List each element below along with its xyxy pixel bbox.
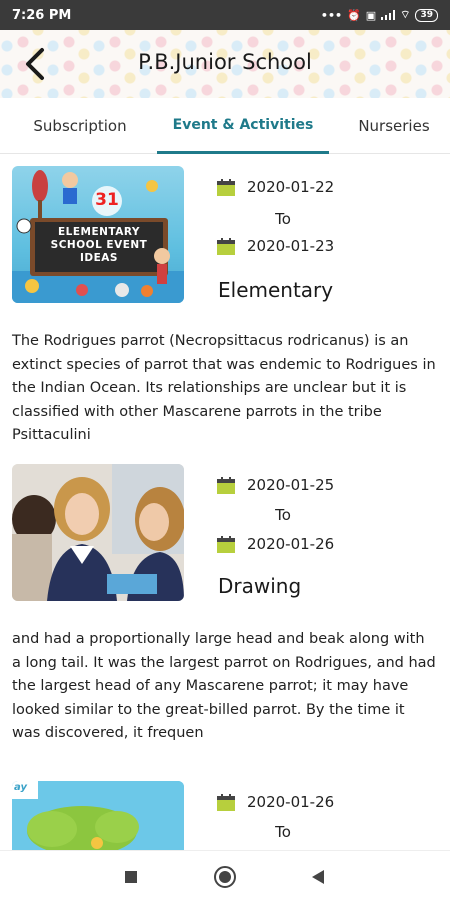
event-card[interactable]: [0, 781, 450, 850]
triangle-back-icon: [311, 869, 325, 885]
event-thumbnail-number: 31: [95, 190, 119, 210]
status-time: 7:26 PM: [12, 7, 72, 23]
event-description: and had a proportionally large head and beak along with a long tail. It was the largest parrot on Rodrigues, and had the largest head of any Mascarene parrot; it may have looked similar to the great-billed parrot. By the time it was discovered, it frequen: [12, 631, 436, 741]
calendar-icon: [217, 179, 235, 196]
event-thumbnail[interactable]: [12, 781, 184, 850]
page-title: P.B.Junior School: [138, 50, 312, 74]
calendar-icon: [217, 536, 235, 553]
circle-icon: [213, 865, 237, 889]
app-header: [0, 30, 450, 98]
square-icon: [124, 870, 138, 884]
event-category: Drawing: [218, 574, 302, 598]
event-thumbnail-tag: ay: [14, 782, 27, 793]
calendar-icon: [217, 794, 235, 811]
event-card[interactable]: [0, 166, 450, 306]
date-separator: To: [275, 210, 291, 228]
event-thumbnail[interactable]: [12, 464, 184, 601]
event-end-date: [217, 237, 334, 255]
tab-subscription[interactable]: Subscription: [33, 117, 127, 135]
alarm-icon: ⏰: [347, 8, 361, 22]
signal-icon: [381, 10, 395, 20]
students-photo: [12, 464, 184, 601]
system-nav-bar: [0, 850, 450, 900]
recents-button[interactable]: [118, 864, 144, 890]
event-thumbnail-caption: ELEMENTARY SCHOOL EVENT IDEAS: [50, 226, 148, 264]
event-end-date: [217, 535, 334, 553]
event-description: The Rodrigues parrot (Necropsittacus rodricanus) is an extinct species of parrot that was endemic to Rodrigues in the Indian Ocean. Its relationships are unclear but it is classified with other Mascarene parrots in the tribe Psittaculini: [12, 333, 436, 443]
end-date-text: 2020-01-23: [247, 237, 335, 255]
tab-nurseries[interactable]: Nurseries: [358, 117, 430, 135]
tab-event-activities[interactable]: Event & Activities: [157, 98, 329, 154]
start-date-text: 2020-01-22: [247, 178, 335, 196]
event-start-date: [217, 793, 334, 811]
sim-icon: ▣: [365, 8, 377, 22]
event-start-date: [217, 178, 334, 196]
wifi-icon: ⌔: [400, 8, 411, 21]
calendar-icon: [217, 477, 235, 494]
status-icons: [321, 8, 438, 22]
event-category: Elementary: [218, 278, 334, 302]
event-list[interactable]: [0, 154, 450, 850]
event-start-date: [217, 476, 334, 494]
back-nav-button[interactable]: [305, 864, 331, 890]
start-date-text: 2020-01-25: [247, 476, 335, 494]
notification-dots-icon: •••: [320, 8, 343, 22]
start-date-text: 2020-01-26: [247, 793, 335, 811]
end-date-text: 2020-01-26: [247, 535, 335, 553]
date-separator: To: [275, 506, 291, 524]
calendar-icon: [217, 238, 235, 255]
battery-icon: 39: [415, 9, 438, 22]
event-card[interactable]: [0, 464, 450, 604]
date-separator: To: [275, 823, 291, 841]
park-illustration: [12, 781, 184, 850]
event-thumbnail[interactable]: [12, 166, 184, 303]
status-bar: [0, 0, 450, 30]
home-button[interactable]: [212, 864, 238, 890]
tab-bar: [0, 98, 450, 154]
